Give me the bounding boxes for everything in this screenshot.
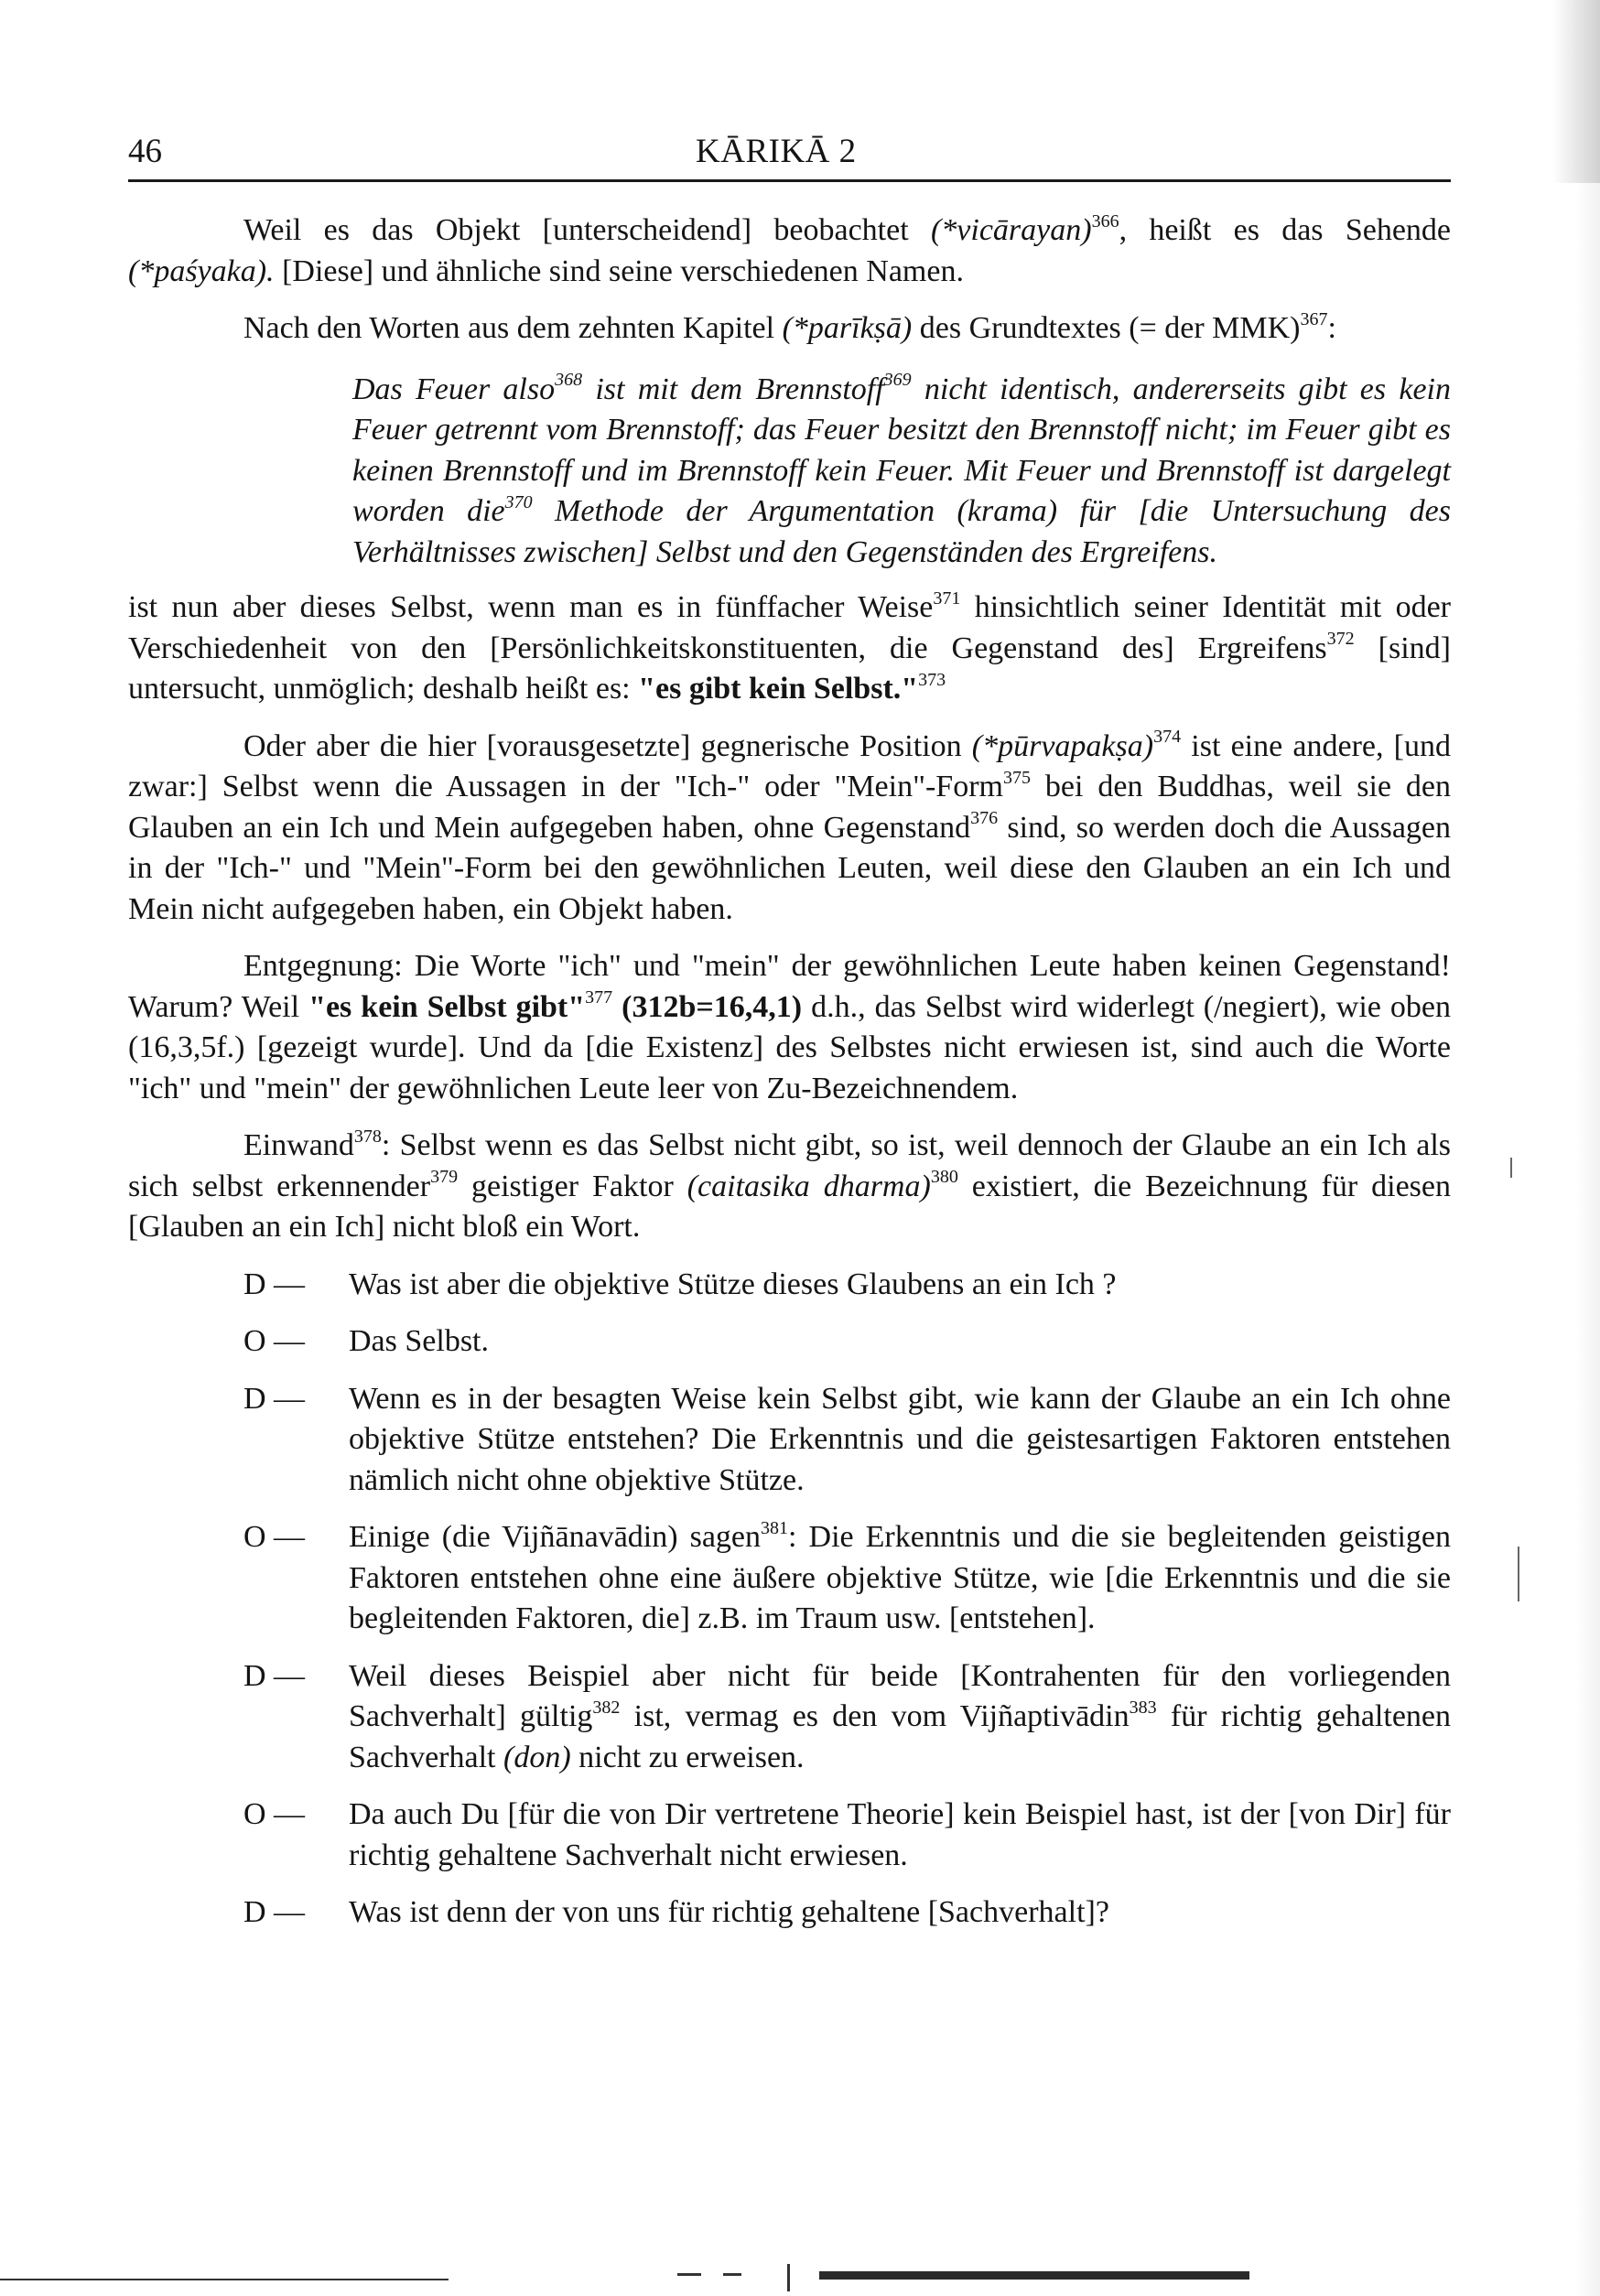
quote-run: ist mit dem Brennstoff <box>582 372 884 406</box>
footnote-ref: 382 <box>592 1697 621 1718</box>
text-run: für richtig gehaltenen Sachverhalt <box>349 1699 1452 1774</box>
dialogue-text: Was ist denn der von uns für richtig gehaltene [Sachverhalt]? <box>349 1895 1109 1929</box>
page <box>128 128 1451 1950</box>
text-run: geistiger Faktor <box>458 1169 687 1203</box>
block-quote <box>352 370 1451 574</box>
text-run: Weil es das Objekt [unterscheidend] beobachtet <box>243 213 931 247</box>
footnote-ref: 373 <box>918 669 946 690</box>
text-run: d.h., das Selbst wird widerlegt (/negiert), wie oben (16,3,5f.) [gezeigt wurde]. Und da [die Existenz] des Selbstes nicht erwiesen ist, sind auch die Worte "ich" und "mein" der gewöhnlichen Leute leer von Zu-Bezeichnendem. <box>128 989 1451 1105</box>
term: (*paśyaka). <box>128 253 275 288</box>
text-run: [sind] untersucht, unmöglich; deshalb heißt es: <box>128 631 1451 706</box>
term: (don) <box>503 1740 571 1774</box>
quoted-root-verse: "es gibt kein Selbst." <box>638 672 919 706</box>
dialogue-entry <box>243 1379 1451 1502</box>
dialogue-entry <box>243 1656 1451 1779</box>
paragraph <box>128 1126 1451 1248</box>
dialogue-entry <box>243 1517 1451 1640</box>
term: (*vicārayan) <box>930 213 1092 247</box>
footnote-ref: 371 <box>933 587 961 609</box>
dialogue-text: Was ist aber die objektive Stütze dieses Glaubens an ein Ich ? <box>349 1267 1117 1301</box>
footnote-ref: 375 <box>1002 767 1031 788</box>
text-run: bei den Buddhas, weil sie den Glauben an ein Ich und Mein aufgegeben haben, ohne Gegenstand <box>128 770 1451 845</box>
paragraph <box>128 587 1451 710</box>
text-run: : Selbst wenn es das Selbst nicht gibt, so ist, weil dennoch der Glaube an ein Ich als sich selbst erkennender <box>128 1128 1451 1203</box>
footnote-ref: 370 <box>504 491 533 512</box>
footnote-ref: 383 <box>1129 1697 1157 1718</box>
footnote-ref: 381 <box>761 1517 789 1538</box>
dialogue-text <box>349 1517 1451 1640</box>
scan-artifact-line <box>0 2279 449 2280</box>
footnote-ref: 372 <box>1326 629 1355 650</box>
text-run: Nach den Worten aus dem zehnten Kapitel <box>243 311 783 345</box>
header-rule <box>128 179 1451 182</box>
text-run: existiert, die Bezeichnung für diesen [Glauben an ein Ich] nicht bloß ein Wort. <box>128 1169 1451 1244</box>
term: (*pūrvapakṣa) <box>971 728 1154 763</box>
text-run: ist eine andere, [und zwar:] Selbst wenn die Aussagen in der "Ich-" oder "Mein"-Form <box>128 728 1451 803</box>
footnote-ref: 378 <box>353 1126 382 1147</box>
footnote-ref: 369 <box>883 370 912 391</box>
footnote-ref: 380 <box>930 1167 958 1188</box>
paragraph <box>128 727 1451 931</box>
term: (*parīkṣā) <box>782 311 913 345</box>
speaker-label: O — <box>243 1520 306 1554</box>
running-title: KĀRIKĀ 2 <box>696 133 857 170</box>
speaker-label: O — <box>243 1324 306 1358</box>
scan-artifact-mark <box>787 2264 790 2291</box>
dialogue-entry <box>243 1321 1451 1363</box>
scan-edge-shadow <box>1576 183 1600 2296</box>
scan-artifact-mark <box>723 2273 741 2276</box>
speaker-label: D — <box>243 1381 306 1416</box>
footnote-ref: 374 <box>1153 727 1182 748</box>
text-run: : Die Erkenntnis und die sie begleitenden geistigen Faktoren entstehen ohne eine äußere objektive Stütze, wie [die Erkenntnis und die sie begleitenden Faktoren, die] z.B. im Traum usw. [entstehen]. <box>349 1520 1451 1635</box>
scan-artifact-mark <box>677 2273 701 2276</box>
dialogue-entry <box>243 1265 1451 1306</box>
text-run: [Diese] und ähnliche sind seine verschiedenen Namen. <box>274 253 964 288</box>
text-run: ist nun aber dieses Selbst, wenn man es in fünffacher Weise <box>128 590 934 624</box>
text-run: sind, so werden doch die Aussagen in der "Ich-" und "Mein"-Form bei den gewöhnlichen Leuten, weil diese den Glauben an ein Ich und Mein nicht aufgegeben haben, ein Objekt haben. <box>128 810 1452 926</box>
text-run: Entgegnung: Die Worte "ich" und "mein" der gewöhnlichen Leute haben keinen Gegenstand! Warum? Weil <box>128 949 1451 1024</box>
footnote-ref: 366 <box>1091 210 1119 232</box>
paragraph <box>128 210 1451 292</box>
page-number: 46 <box>128 133 162 170</box>
text-run: des Grundtextes (= der MMK) <box>912 311 1301 345</box>
page-body <box>128 210 1451 1934</box>
text-run: hinsichtlich seiner Identität mit oder Verschiedenheit von den [Persönlichkeitskonstituenten, die Gegenstand des] Ergreifens <box>128 590 1451 665</box>
scan-artifact-bar <box>819 2271 1249 2280</box>
scan-edge-shadow <box>1552 0 1600 183</box>
margin-mark <box>1518 1547 1519 1601</box>
speaker-label: D — <box>243 1658 306 1693</box>
text-run: , heißt es das Sehende <box>1119 213 1452 247</box>
text-run: Einige (die Vijñānavādin) sagen <box>349 1520 762 1554</box>
dialogue-text <box>349 1656 1451 1779</box>
quote-run: Das Feuer also <box>352 372 556 406</box>
text-run: nicht zu erweisen. <box>570 1740 805 1774</box>
quote-run: Methode der Argumentation (krama) für [die Untersuchung des Verhältnisses zwischen] Selbst und den Gegenständen des Ergreifens. <box>352 494 1451 569</box>
footnote-ref: 379 <box>430 1167 459 1188</box>
dialogue-text: Wenn es in der besagten Weise kein Selbst gibt, wie kann der Glaube an ein Ich ohne objektive Stütze entstehen? Die Erkenntnis und die geistesartigen Faktoren entstehen nämlich nicht ohne objektive Stütze. <box>349 1381 1451 1497</box>
quote-run: nicht identisch, andererseits gibt es kein Feuer getrennt vom Brennstoff; das Feuer besitzt den Brennstoff nicht; im Feuer gibt es keinen Brennstoff und im Brennstoff kein Feuer. Mit Feuer und Brennstoff ist dargelegt worden die <box>352 372 1451 528</box>
quoted-root-verse: "es kein Selbst gibt" <box>308 989 586 1024</box>
term: (caitasika dharma) <box>686 1169 931 1203</box>
dialogue-entry <box>243 1892 1451 1934</box>
footnote-ref: 376 <box>970 808 999 829</box>
paragraph <box>128 308 1451 350</box>
paragraph <box>128 946 1451 1109</box>
text-run: : <box>1327 311 1336 345</box>
footnote-ref: 367 <box>1300 308 1328 329</box>
dialogue-text: Das Selbst. <box>349 1324 489 1358</box>
text-run: Oder aber die hier [vorausgesetzte] gegnerische Position <box>243 728 972 763</box>
text-run: Weil dieses Beispiel aber nicht für beide [Kontrahenten für den vorliegenden Sachverhalt] gültig <box>349 1658 1451 1733</box>
running-head <box>128 128 1451 183</box>
verse-reference: (312b=16,4,1) <box>612 989 803 1024</box>
speaker-label: D — <box>243 1895 306 1929</box>
speaker-label: O — <box>243 1797 306 1831</box>
dialogue-entry <box>243 1795 1451 1876</box>
text-run: ist, vermag es den vom Vijñaptivādin <box>620 1699 1130 1733</box>
text-run: Einwand <box>243 1128 354 1162</box>
margin-mark <box>1510 1158 1512 1178</box>
dialogue-text: Da auch Du [für die von Dir vertretene Theorie] kein Beispiel hast, ist der [von Dir] für richtig gehaltene Sachverhalt nicht erwiesen. <box>349 1797 1451 1872</box>
footnote-ref: 377 <box>585 987 613 1008</box>
footnote-ref: 368 <box>555 370 583 391</box>
speaker-label: D — <box>243 1267 306 1301</box>
scan-bottom-edge <box>0 2262 1600 2296</box>
